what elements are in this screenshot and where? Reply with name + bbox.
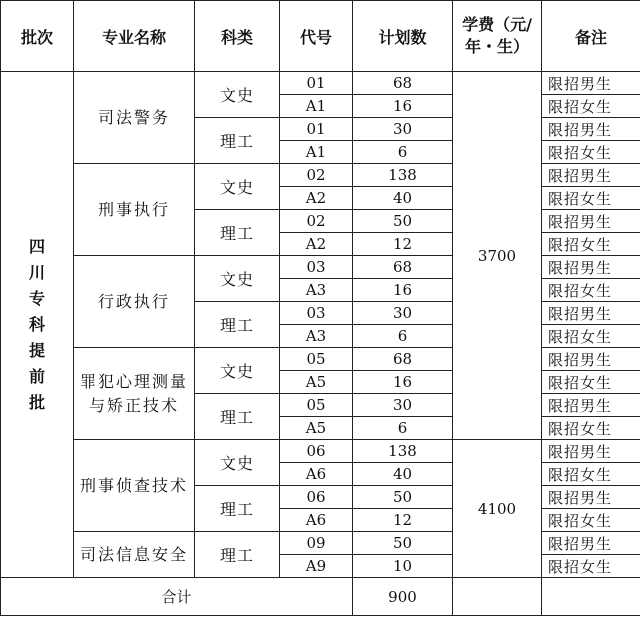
total-value: 900: [353, 578, 453, 616]
note-cell: 限招女生: [542, 417, 640, 440]
plan-cell: 6: [353, 141, 453, 164]
category-cell: 理工: [195, 118, 280, 164]
plan-cell: 30: [353, 394, 453, 417]
note-cell: 限招男生: [542, 256, 640, 279]
code-cell: 05: [280, 348, 353, 371]
code-cell: A2: [280, 187, 353, 210]
note-cell: 限招女生: [542, 555, 640, 578]
header-row: [1, 1, 640, 72]
category-cell: 理工: [195, 532, 280, 578]
major-cell: 刑事侦查技术: [74, 440, 195, 532]
plan-cell: 16: [353, 279, 453, 302]
note-cell: 限招男生: [542, 348, 640, 371]
code-cell: A5: [280, 417, 353, 440]
code-cell: 02: [280, 210, 353, 233]
category-cell: 理工: [195, 486, 280, 532]
table-row: [1, 532, 640, 555]
code-cell: A6: [280, 463, 353, 486]
note-cell: 限招男生: [542, 440, 640, 463]
total-row: [1, 578, 640, 616]
total-fee-empty: [453, 578, 542, 616]
total-label: 合计: [1, 578, 353, 616]
table-row: [1, 256, 640, 279]
code-cell: A2: [280, 233, 353, 256]
plan-cell: 6: [353, 325, 453, 348]
major-cell: 行政执行: [74, 256, 195, 348]
plan-cell: 30: [353, 302, 453, 325]
category-cell: 文史: [195, 256, 280, 302]
plan-cell: 6: [353, 417, 453, 440]
plan-cell: 138: [353, 164, 453, 187]
note-cell: 限招女生: [542, 141, 640, 164]
fee-cell: 3700: [453, 72, 542, 440]
header-plan: 计划数: [353, 1, 453, 72]
note-cell: 限招男生: [542, 394, 640, 417]
note-cell: 限招女生: [542, 463, 640, 486]
category-cell: 文史: [195, 164, 280, 210]
header-category: 科类: [195, 1, 280, 72]
note-cell: 限招女生: [542, 279, 640, 302]
code-cell: 02: [280, 164, 353, 187]
note-cell: 限招女生: [542, 371, 640, 394]
plan-cell: 16: [353, 95, 453, 118]
category-cell: 文史: [195, 348, 280, 394]
header-batch: 批次: [1, 1, 74, 72]
code-cell: 01: [280, 72, 353, 95]
note-cell: 限招男生: [542, 118, 640, 141]
note-cell: 限招女生: [542, 509, 640, 532]
category-cell: 文史: [195, 72, 280, 118]
code-cell: 01: [280, 118, 353, 141]
category-cell: 理工: [195, 302, 280, 348]
note-cell: 限招女生: [542, 233, 640, 256]
plan-cell: 30: [353, 118, 453, 141]
header-major: 专业名称: [74, 1, 195, 72]
plan-cell: 68: [353, 348, 453, 371]
note-cell: 限招男生: [542, 164, 640, 187]
plan-cell: 138: [353, 440, 453, 463]
plan-cell: 50: [353, 532, 453, 555]
note-cell: 限招男生: [542, 532, 640, 555]
code-cell: A9: [280, 555, 353, 578]
category-cell: 理工: [195, 394, 280, 440]
table-row: [1, 72, 640, 95]
code-cell: 06: [280, 486, 353, 509]
plan-cell: 40: [353, 187, 453, 210]
major-cell: 罪犯心理测量与矫正技术: [74, 348, 195, 440]
note-cell: 限招男生: [542, 486, 640, 509]
note-cell: 限招男生: [542, 72, 640, 95]
plan-cell: 50: [353, 486, 453, 509]
category-cell: 文史: [195, 440, 280, 486]
fee-cell: 4100: [453, 440, 542, 578]
table-row: [1, 164, 640, 187]
code-cell: 05: [280, 394, 353, 417]
category-cell: 理工: [195, 210, 280, 256]
plan-cell: 68: [353, 72, 453, 95]
plan-cell: 16: [353, 371, 453, 394]
plan-cell: 68: [353, 256, 453, 279]
major-cell: 司法信息安全: [74, 532, 195, 578]
batch-cell: 四川专科提前批: [1, 72, 74, 578]
note-cell: 限招男生: [542, 210, 640, 233]
note-cell: 限招女生: [542, 95, 640, 118]
code-cell: A6: [280, 509, 353, 532]
table-row: [1, 348, 640, 371]
code-cell: A5: [280, 371, 353, 394]
plan-cell: 10: [353, 555, 453, 578]
table-row: [1, 440, 640, 463]
plan-cell: 50: [353, 210, 453, 233]
note-cell: 限招女生: [542, 325, 640, 348]
total-note-empty: [542, 578, 640, 616]
plan-cell: 40: [353, 463, 453, 486]
code-cell: A1: [280, 95, 353, 118]
code-cell: 03: [280, 302, 353, 325]
code-cell: A1: [280, 141, 353, 164]
code-cell: A3: [280, 325, 353, 348]
plan-cell: 12: [353, 233, 453, 256]
code-cell: 09: [280, 532, 353, 555]
major-cell: 司法警务: [74, 72, 195, 164]
code-cell: 03: [280, 256, 353, 279]
plan-cell: 12: [353, 509, 453, 532]
code-cell: 06: [280, 440, 353, 463]
note-cell: 限招女生: [542, 187, 640, 210]
header-note: 备注: [542, 1, 640, 72]
major-cell: 刑事执行: [74, 164, 195, 256]
header-fee: 学费（元/年・生）: [453, 1, 542, 72]
header-code: 代号: [280, 1, 353, 72]
code-cell: A3: [280, 279, 353, 302]
note-cell: 限招男生: [542, 302, 640, 325]
